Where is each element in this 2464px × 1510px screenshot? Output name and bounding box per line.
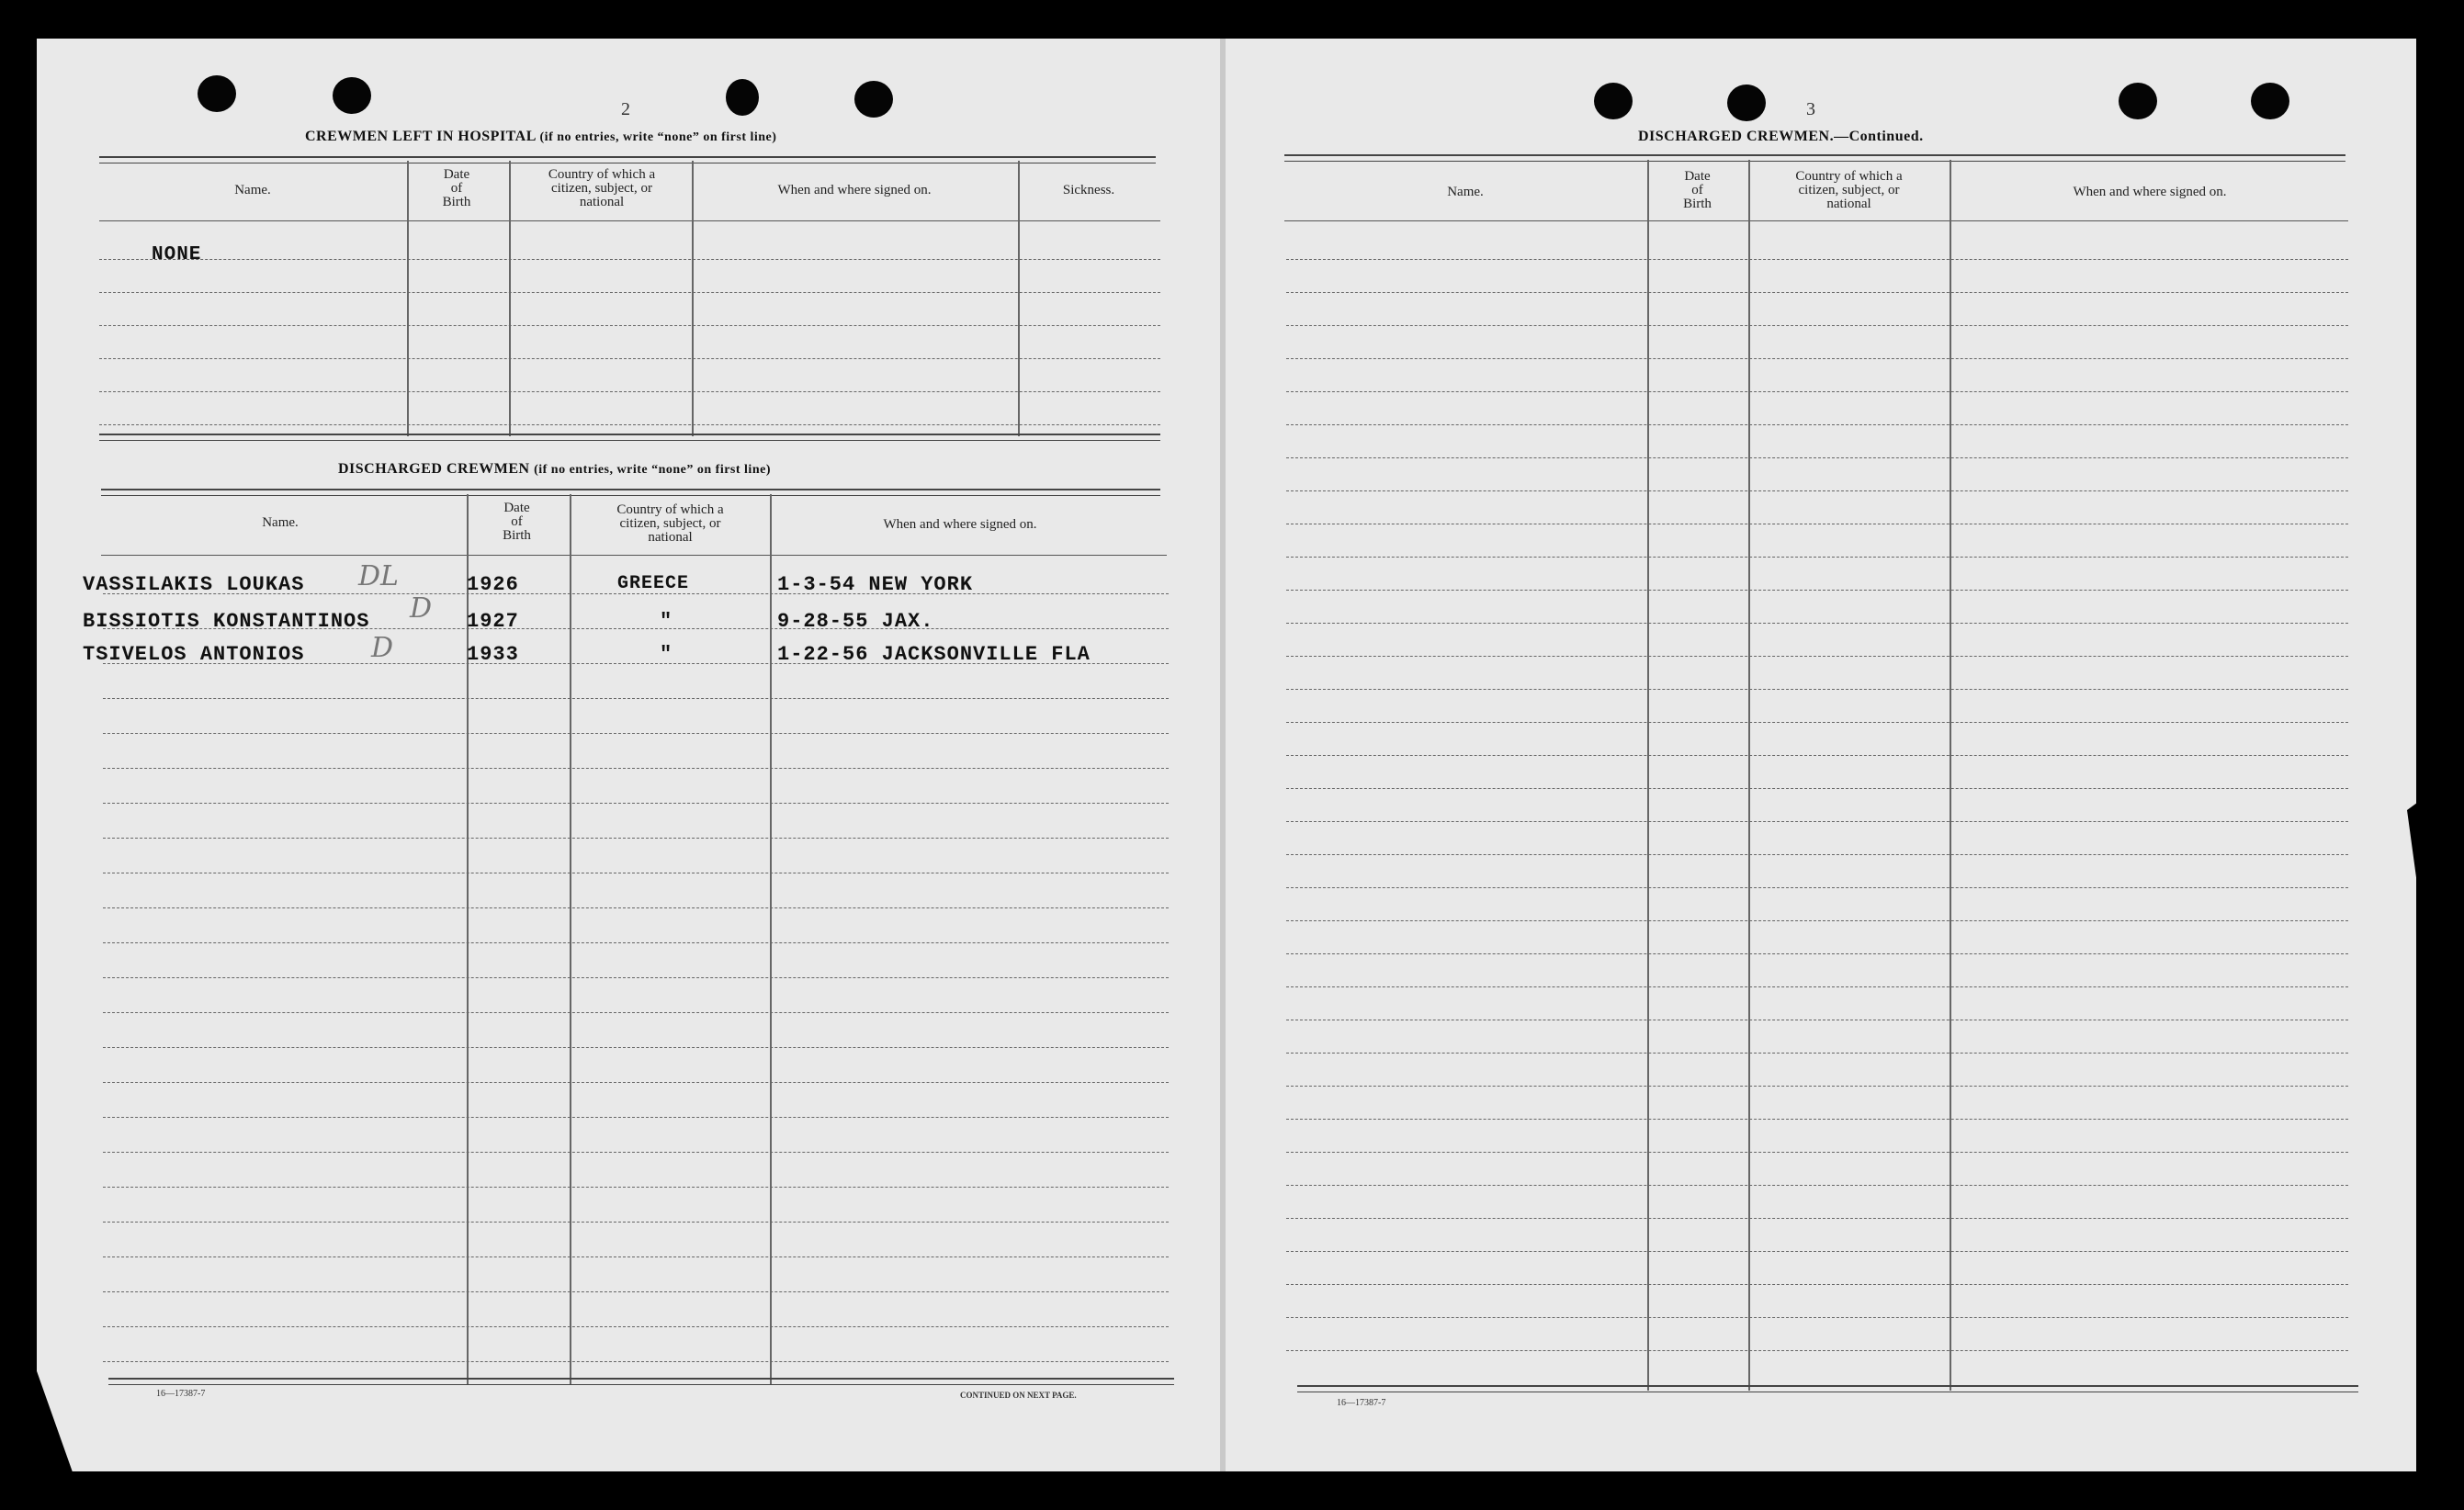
entry-line [103,1256,1169,1257]
entry-line [99,358,1160,359]
page-fold [1220,39,1226,1471]
entry-line [99,259,1160,260]
punch-hole [1727,85,1766,121]
handwritten-initials: DL [358,560,399,592]
punch-hole [2119,83,2157,119]
discharged-bottom-rule [108,1378,1174,1385]
entry-line [1286,1086,2348,1087]
crew-country: " [660,643,673,666]
crew-birth: 1926 [467,573,519,596]
entry-line [1286,424,2348,425]
hospital-none-entry: NONE [152,244,202,265]
entry-line [99,325,1160,326]
discharged-title-text: DISCHARGED CREWMEN [338,461,530,477]
entry-line [1286,986,2348,987]
entry-line [1286,953,2348,954]
entry-line [1286,557,2348,558]
crew-birth: 1927 [467,610,519,633]
punch-hole [854,81,893,118]
entry-line [103,1361,1169,1362]
col-header-birth: Date of Birth [503,501,531,543]
entry-line [1286,920,2348,921]
right-col-divider [1647,160,1649,1391]
crew-birth: 1933 [467,643,519,666]
discharged-header-rule [101,555,1167,556]
entry-line [1286,854,2348,855]
entry-line [103,942,1169,943]
col-header-name: Name. [1447,185,1484,199]
hospital-top-rule [99,156,1156,163]
discharged-top-rule [101,489,1160,496]
col-header-country: Country of which a citizen, subject, or national [616,502,724,545]
continued-note: CONTINUED ON NEXT PAGE. [960,1391,1077,1400]
form-number: 16—17387-7 [1337,1398,1386,1408]
entry-line [1286,590,2348,591]
entry-line [103,1152,1169,1153]
hospital-col-divider [692,161,694,436]
crew-name: VASSILAKIS LOUKAS [83,573,305,596]
entry-line [1286,722,2348,723]
entry-line [103,907,1169,908]
handwritten-initials: D [371,632,394,664]
entry-line [1286,325,2348,326]
entry-line [103,698,1169,699]
col-header-country: Country of which a citizen, subject, or national [548,167,656,209]
hospital-col-divider [1018,161,1020,436]
col-header-sickness: Sickness. [1062,183,1115,197]
crew-signed-on: 1-22-56 JACKSONVILLE FLA [777,643,1091,666]
entry-line [103,768,1169,769]
punch-hole [333,77,371,114]
crew-signed-on: 1-3-54 NEW YORK [777,573,974,596]
entry-line [99,292,1160,293]
punch-hole [198,75,236,112]
hospital-header-rule [99,220,1160,221]
entry-line [103,1222,1169,1223]
col-header-signed-on: When and where signed on. [883,517,1037,532]
crew-signed-on: 9-28-55 JAX. [777,610,934,633]
entry-line [1286,1350,2348,1351]
entry-line [1286,1152,2348,1153]
entry-line [1286,391,2348,392]
crew-country: " [660,610,673,633]
entry-line [103,977,1169,978]
entry-line [103,1117,1169,1118]
entry-line [1286,490,2348,491]
right-col-divider [1748,160,1750,1391]
punch-hole [726,79,759,116]
entry-line [1286,821,2348,822]
entry-line [1286,887,2348,888]
page-number: 3 [1806,99,1815,119]
entry-line [1286,656,2348,657]
col-header-country: Country of which a citizen, subject, or national [1795,169,1903,211]
punch-hole [2251,83,2289,119]
hospital-section-title [305,129,776,145]
entry-line [103,1187,1169,1188]
entry-line [103,1291,1169,1292]
entry-line [1286,1317,2348,1318]
hospital-col-divider [407,161,409,436]
entry-line [1286,788,2348,789]
discharged-instruction: (if no entries, write “none” on first line) [534,463,771,477]
entry-line [103,1047,1169,1048]
col-header-birth: Date of Birth [442,167,471,209]
col-header-signed-on: When and where signed on. [777,183,932,197]
right-bottom-rule [1297,1385,2358,1392]
entry-line [1286,259,2348,260]
right-header-rule [1284,220,2348,221]
entry-line [1286,755,2348,756]
entry-line [1286,292,2348,293]
discharged-section-title [338,461,771,478]
hospital-col-divider [509,161,511,436]
entry-line [1286,358,2348,359]
punch-hole [1594,83,1633,119]
handwritten-initials: D [410,592,433,625]
col-header-name: Name. [234,183,271,197]
entry-line [103,1326,1169,1327]
right-section-title: DISCHARGED CREWMEN.—Continued. [1638,129,1924,144]
right-col-divider [1950,160,1951,1391]
hospital-title-text: CREWMEN LEFT IN HOSPITAL [305,129,537,144]
entry-line [1286,457,2348,458]
entry-line [103,1012,1169,1013]
col-header-signed-on: When and where signed on. [2073,185,2227,199]
entry-line [1286,1119,2348,1120]
entry-line [1286,1284,2348,1285]
entry-line [103,838,1169,839]
entry-line [1286,1251,2348,1252]
col-header-birth: Date of Birth [1683,169,1712,211]
hospital-bottom-rule [99,434,1160,441]
entry-line [1286,1053,2348,1054]
entry-line [103,733,1169,734]
crew-name: BISSIOTIS KONSTANTINOS [83,610,370,633]
col-header-name: Name. [262,515,299,530]
entry-line [99,424,1160,425]
entry-line [1286,623,2348,624]
entry-line [99,391,1160,392]
hospital-instruction: (if no entries, write “none” on first line) [539,130,777,144]
crew-name: TSIVELOS ANTONIOS [83,643,305,666]
form-number: 16—17387-7 [156,1389,206,1399]
entry-line [1286,689,2348,690]
right-top-rule [1284,154,2345,162]
entry-line [1286,1218,2348,1219]
entry-line [103,1082,1169,1083]
page-number: 2 [621,99,630,119]
crew-country: GREECE [617,573,690,594]
entry-line [103,803,1169,804]
entry-line [1286,1185,2348,1186]
